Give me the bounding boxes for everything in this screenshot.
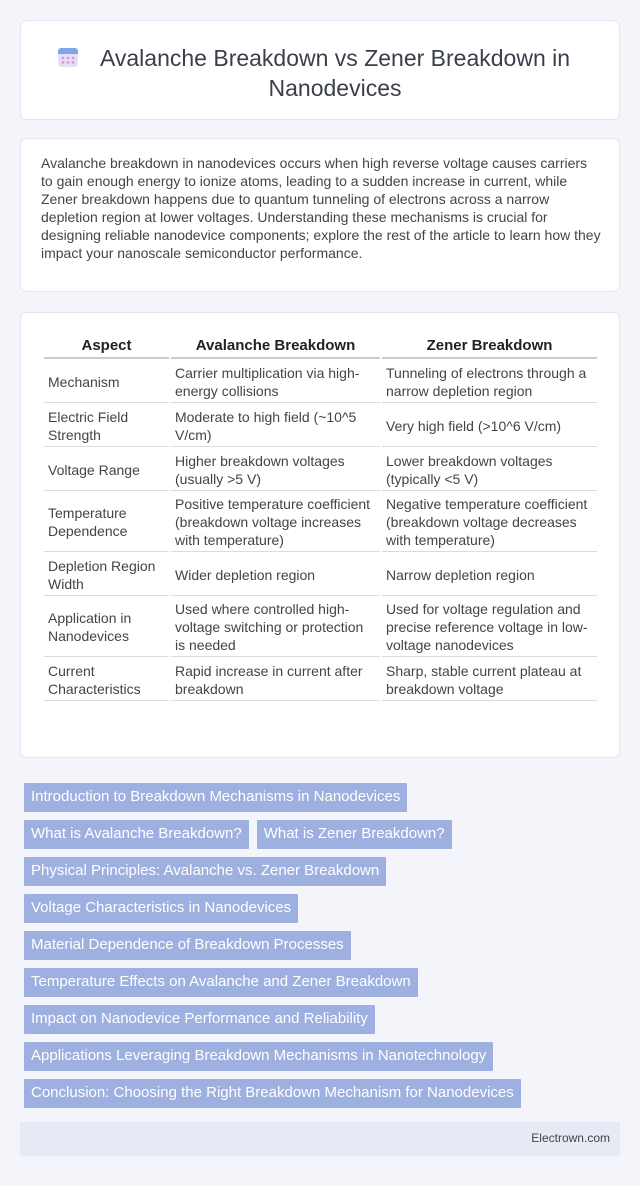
table-cell: Voltage Range bbox=[44, 449, 169, 491]
page-title: Avalanche Breakdown vs Zener Breakdown in Nanodevices bbox=[99, 45, 571, 101]
footer-brand[interactable]: Electrown.com bbox=[531, 1131, 610, 1145]
table-cell: Carrier multiplication via high-energy collisions bbox=[171, 361, 380, 403]
table-row bbox=[44, 405, 597, 447]
toc-link-temperature[interactable]: Temperature Effects on Avalanche and Zener Breakdown bbox=[24, 968, 418, 997]
toc-link-applications[interactable]: Applications Leveraging Breakdown Mechanisms in Nanotechnology bbox=[24, 1042, 493, 1071]
header-aspect: Aspect bbox=[44, 334, 169, 359]
footer bbox=[20, 1122, 620, 1156]
table-cell: Lower breakdown voltages (typically <5 V) bbox=[382, 449, 597, 491]
table-cell: Used where controlled high-voltage switching or protection is needed bbox=[171, 598, 380, 657]
table-cell: Tunneling of electrons through a narrow depletion region bbox=[382, 361, 597, 403]
table-of-contents bbox=[24, 783, 614, 1116]
header-avalanche: Avalanche Breakdown bbox=[171, 334, 380, 359]
table-cell: Used for voltage regulation and precise reference voltage in low-voltage nanodevices bbox=[382, 598, 597, 657]
toc-link-material[interactable]: Material Dependence of Breakdown Processes bbox=[24, 931, 351, 960]
table-cell: Positive temperature coefficient (breakdown voltage increases with temperature) bbox=[171, 493, 380, 552]
toc-link-voltage[interactable]: Voltage Characteristics in Nanodevices bbox=[24, 894, 298, 923]
table-cell: Current Characteristics bbox=[44, 659, 169, 701]
intro-paragraph: Avalanche breakdown in nanodevices occurs when high reverse voltage causes carriers to gain enough energy to ionize atoms, leading to a sudden increase in current, while Zener breakdown happens due to quantum tunneling of electrons across a narrow depletion region at lower voltages. Understanding these mechanisms is crucial for designing reliable nanodevice components; explore the rest of the article to learn how they impact your nanoscale semiconductor performance. bbox=[41, 155, 601, 261]
table-cell: Temperature Dependence bbox=[44, 493, 169, 552]
table-cell: Depletion Region Width bbox=[44, 554, 169, 596]
title-card bbox=[20, 20, 620, 120]
table-row bbox=[44, 361, 597, 403]
table-cell: Wider depletion region bbox=[171, 554, 380, 596]
header-zener: Zener Breakdown bbox=[382, 334, 597, 359]
comparison-table-card bbox=[20, 312, 620, 758]
table-cell: Sharp, stable current plateau at breakdown voltage bbox=[382, 659, 597, 701]
toc-link-physical-principles[interactable]: Physical Principles: Avalanche vs. Zener Breakdown bbox=[24, 857, 386, 886]
toc-link-avalanche[interactable]: What is Avalanche Breakdown? bbox=[24, 820, 249, 849]
table-cell: Negative temperature coefficient (breakdown voltage decreases with temperature) bbox=[382, 493, 597, 552]
table-row bbox=[44, 493, 597, 552]
table-row bbox=[44, 659, 597, 701]
toc-link-conclusion[interactable]: Conclusion: Choosing the Right Breakdown Mechanism for Nanodevices bbox=[24, 1079, 521, 1108]
table-row bbox=[44, 598, 597, 657]
table-cell: Mechanism bbox=[44, 361, 169, 403]
table-cell: Narrow depletion region bbox=[382, 554, 597, 596]
comparison-table bbox=[42, 332, 599, 703]
table-cell: Rapid increase in current after breakdown bbox=[171, 659, 380, 701]
table-header-row bbox=[44, 334, 597, 359]
table-cell: Very high field (>10^6 V/cm) bbox=[382, 405, 597, 447]
toc-link-performance[interactable]: Impact on Nanodevice Performance and Reliability bbox=[24, 1005, 375, 1034]
table-cell: Application in Nanodevices bbox=[44, 598, 169, 657]
intro-card bbox=[20, 138, 620, 292]
table-row bbox=[44, 554, 597, 596]
table-cell: Electric Field Strength bbox=[44, 405, 169, 447]
table-cell: Moderate to high field (~10^5 V/cm) bbox=[171, 405, 380, 447]
table-row bbox=[44, 449, 597, 491]
table-cell: Higher breakdown voltages (usually >5 V) bbox=[171, 449, 380, 491]
toc-link-zener[interactable]: What is Zener Breakdown? bbox=[257, 820, 452, 849]
toc-link-introduction[interactable]: Introduction to Breakdown Mechanisms in Nanodevices bbox=[24, 783, 407, 812]
